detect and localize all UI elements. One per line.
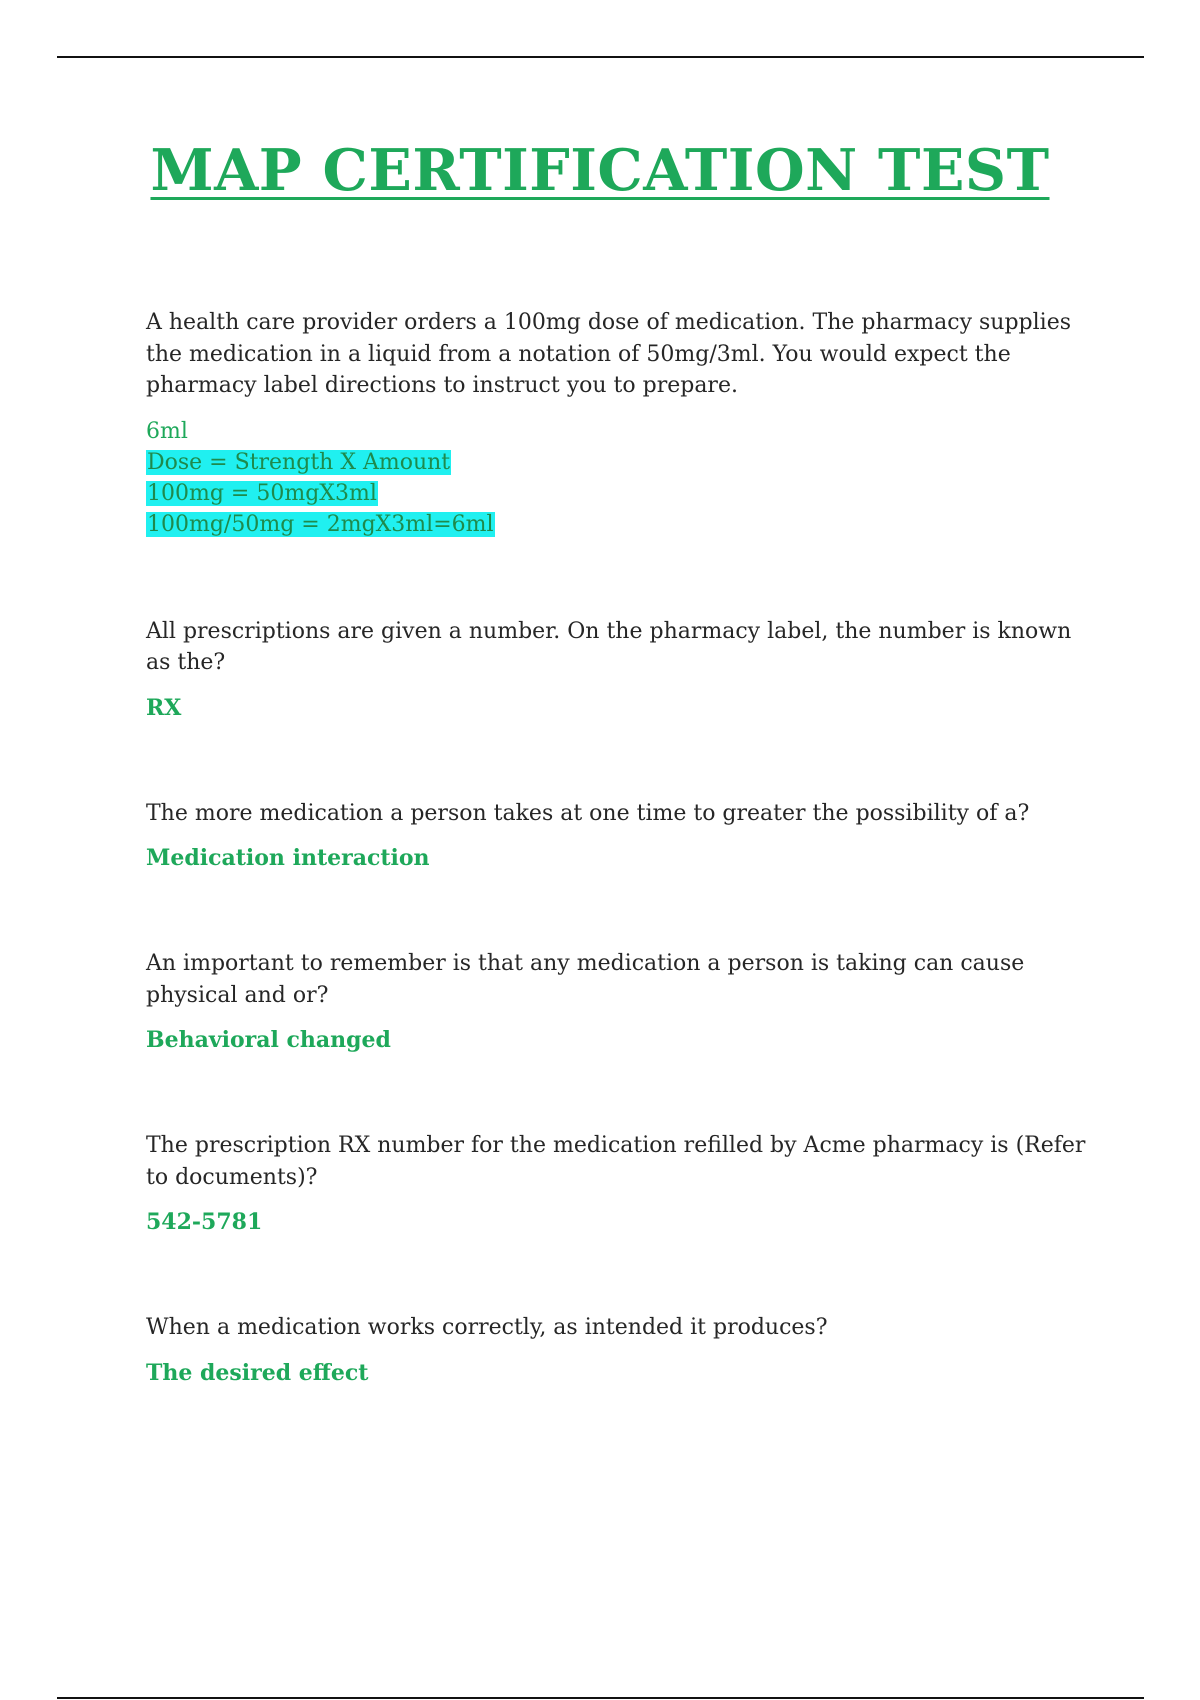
question-text: The more medication a person takes at one time to greater the possibility of a? <box>146 800 1030 826</box>
answer-text: The desired effect <box>146 1359 369 1386</box>
page-title: MAP CERTIFICATION TEST <box>150 137 1050 204</box>
calculation-line <box>146 478 1096 509</box>
answer-text: 542-5781 <box>146 1209 263 1235</box>
highlighted-text: 100mg/50mg = 2mgX3ml=6ml <box>147 511 494 537</box>
question-text: When a medication works correctly, as intended it produces? <box>146 1315 828 1340</box>
answer-text: 6ml <box>146 418 188 444</box>
qa-item-3 <box>146 798 1096 875</box>
answer-text: Medication interaction <box>146 845 430 871</box>
calculation-line <box>146 509 1096 540</box>
qa-item-6 <box>146 1312 1096 1389</box>
question-text: A health care provider orders a 100mg dose of medication. The pharmacy supplies the medication in a liquid from a notation of 50mg/3ml. You would expect the pharmacy label directions to instruct you to prepare. <box>146 310 1072 398</box>
highlighted-text: Dose = Strength X Amount <box>147 449 451 475</box>
title-container <box>0 137 1200 204</box>
document-body <box>146 307 1096 1389</box>
header-rule <box>57 56 1144 58</box>
highlighted-text: 100mg = 50mgX3ml <box>147 480 377 506</box>
question-text: An important to remember is that any medication a person is taking can cause physical and or? <box>146 951 1025 1008</box>
calculation-work <box>146 447 1096 540</box>
answer-text: RX <box>146 694 182 721</box>
qa-item-1 <box>146 307 1096 540</box>
qa-item-2 <box>146 616 1096 724</box>
footer-rule <box>57 1697 1144 1699</box>
answer-text: Behavioral changed <box>146 1027 391 1053</box>
question-text: The prescription RX number for the medication refilled by Acme pharmacy is (Refer to documents)? <box>146 1133 1086 1190</box>
qa-item-4 <box>146 948 1096 1056</box>
calculation-line <box>146 447 1096 478</box>
qa-item-5 <box>146 1130 1096 1238</box>
question-text: All prescriptions are given a number. On the pharmacy label, the number is known as the? <box>146 618 1072 675</box>
